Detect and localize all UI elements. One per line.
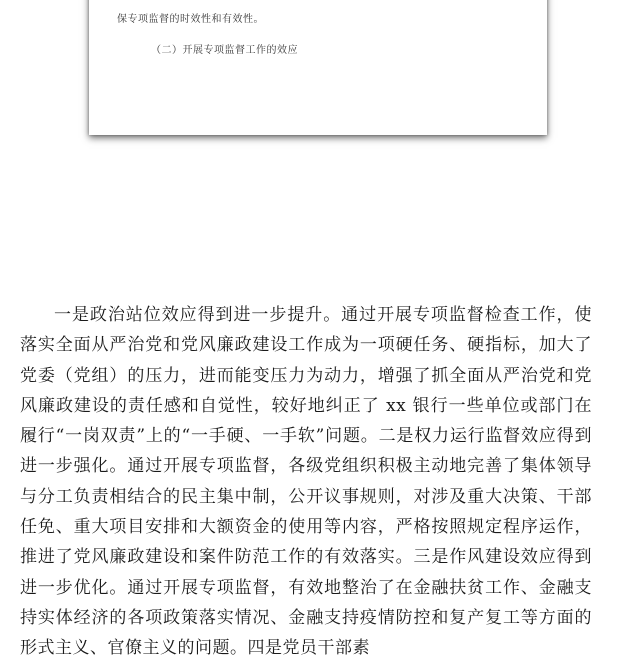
preview-text-line: 保专项监督的时效性和有效性。 bbox=[117, 14, 264, 25]
section-heading: （二）开展专项监督工作的效应 bbox=[151, 45, 298, 56]
partial-top-line bbox=[117, 0, 497, 2]
body-paragraph: 一是政治站位效应得到进一步提升。通过开展专项监督检查工作，使落实全面从严治党和党风廉政建设工作成为一项硬任务、硬指标，加大了党委（党组）的压力，进而能变压力为动力，增强了抓全面从严治党和党风廉政建设的责任感和自觉性，较好地纠正了 xx 银行一些单位或部门在履行“一岗双责”上的“一手硬、一手软”问题。二是权力运行监督效应得到进一步强化。通过开展专项监督，各级党组织积极主动地完善了集体领导与分工负责相结合的民主集中制，公开议事规则，对涉及重大决策、干部任免、重大项目安排和大额资金的使用等内容，严格按照规定程序运作，推进了党风廉政建设和案件防范工作的有效落实。三是作风建设效应得到进一步优化。通过开展专项监督，有效地整治了在金融扶贫工作、金融支持实体经济的各项政策落实情况、金融支持疫情防控和复产复工等方面的形式主义、官僚主义的问题。四是党员干部素 bbox=[20, 305, 592, 659]
document-page-preview bbox=[89, 0, 547, 135]
